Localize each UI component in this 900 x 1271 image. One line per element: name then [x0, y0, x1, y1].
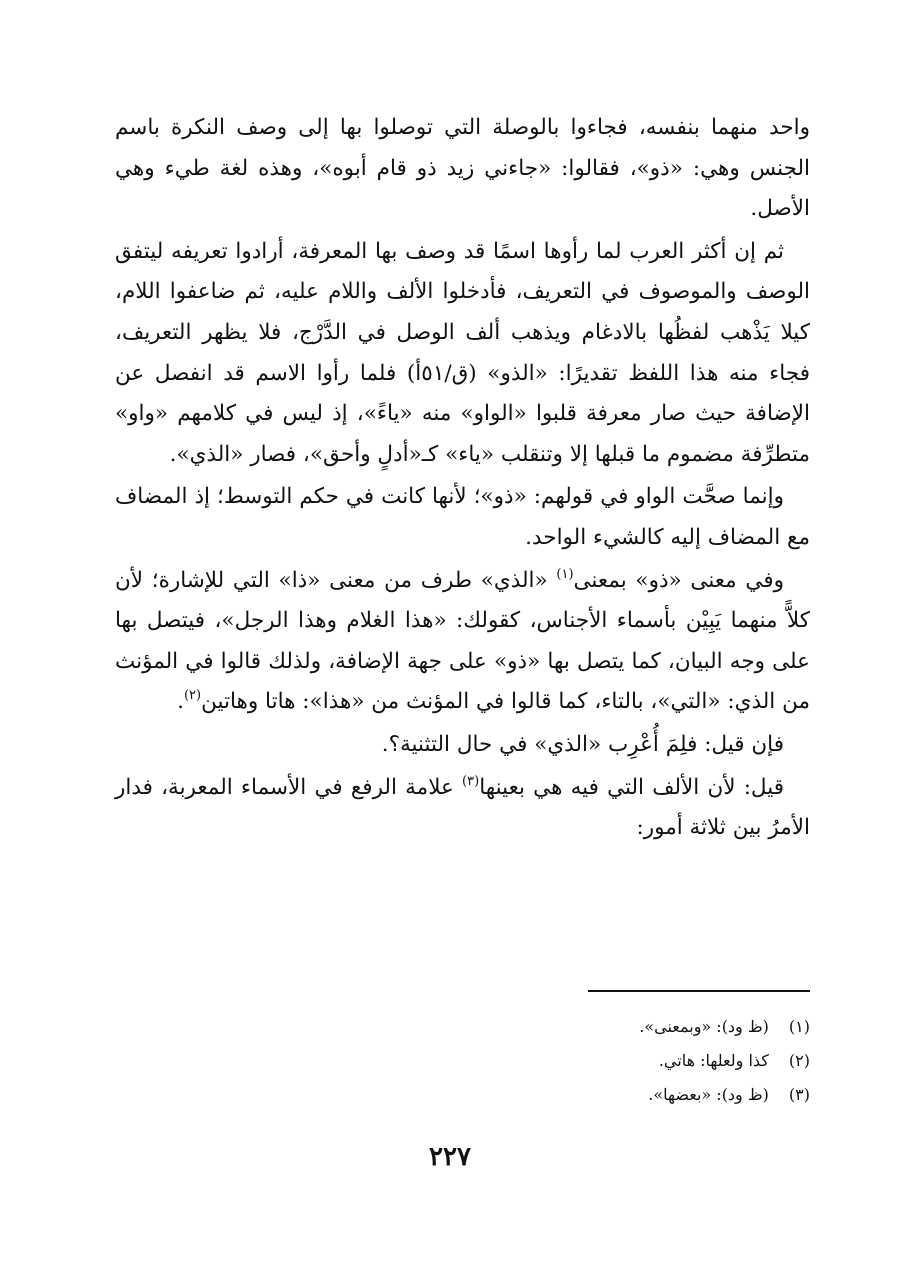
footnote-2: [310, 1044, 810, 1078]
paragraph-4-part-3: .: [177, 689, 184, 715]
paragraph-5: فإن قيل: فلِمَ أُعْرِب «الذي» في حال التثنية؟.: [381, 731, 784, 757]
footnote-1-number: (١): [788, 1017, 810, 1036]
footnote-2-text: كذا ولعلها: هاتي.: [658, 1051, 769, 1070]
footnote-1: [310, 1010, 810, 1044]
paragraph-6: [115, 768, 810, 849]
paragraph-6-part-1: قيل: لأن الألف التي فيه هي بعينها: [479, 774, 784, 800]
footnote-divider: [588, 990, 810, 992]
footnote-3: [310, 1078, 810, 1112]
footnote-marker-3: (٣): [462, 773, 480, 789]
paragraph-2: ثم إن أكثر العرب لما رأوها اسمًا قد وصف بها المعرفة، أرادوا تعريفه ليتفق الوصف والموصوف في التعريف، فأدخلوا الألف واللام عليه، ثم ضاعفوا اللام، كيلا يَذْهب لفظُها بالادغام ويذهب ألف الوصل في الدَّرْج، فلا يظهر التعريف، فجاء منه هذا اللفظ تقديرًا: «الذو» (ق/٥١أ) فلما رأوا الاسم قد انفصل عن الإضافة حيث صار معرفة قلبوا «الواو» منه «ياءً»، إذ ليس في كلامهم «واو» متطرِّفة مضموم ما قبلها إلا وتنقلب «ياء» كـ«أدلٍ وأحق»، فصار «الذي».: [115, 238, 810, 467]
footnote-marker-1: (١): [556, 566, 574, 582]
footnotes: [310, 1010, 810, 1112]
paragraph-4: [115, 561, 810, 723]
paragraph-1: واحد منهما بنفسه، فجاءوا بالوصلة التي توصلوا بها إلى وصف النكرة باسم الجنس وهي: «ذو»، فقالوا: «جاءني زيد ذو قام أبوه»، وهذه لغة طيء وهي الأصل.: [115, 115, 810, 222]
paragraph-6-part-2: علامة الرفع في الأسماء المعربة، فدار الأمرُ بين ثلاثة أمور:: [115, 774, 810, 841]
footnote-2-number: (٢): [788, 1051, 810, 1070]
paragraph-4-part-1: وفي معنى «ذو» بمعنى: [573, 567, 784, 593]
footnote-3-text: (ظ ود): «بعضها».: [648, 1085, 769, 1104]
page-number: ٢٢٧: [429, 1142, 471, 1172]
paragraph-3: وإنما صحَّت الواو في قولهم: «ذو»؛ لأنها كانت في حكم التوسط؛ إذ المضاف مع المضاف إليه كالشيء الواحد.: [115, 484, 810, 550]
footnote-3-number: (٣): [788, 1085, 810, 1104]
footnote-1-text: (ظ ود): «وبمعنى».: [639, 1017, 769, 1036]
main-text: [115, 108, 810, 849]
footnote-marker-2: (٢): [183, 688, 202, 704]
paragraph-4-part-2: «الذي» طرف من معنى «ذا» التي للإشارة؛ لأن كلاًّ منهما يَبِيْن بأسماء الأجناس، كقولك: «هذا الغلام وهذا الرجل»، فيتصل بها على وجه البيان، كما يتصل بها «ذو» على جهة الإضافة، ولذلك قالوا في المؤنث من الذي: «التي»، بالتاء، كما قالوا في المؤنث من «هذا»: هاتا وهاتين: [115, 567, 810, 715]
